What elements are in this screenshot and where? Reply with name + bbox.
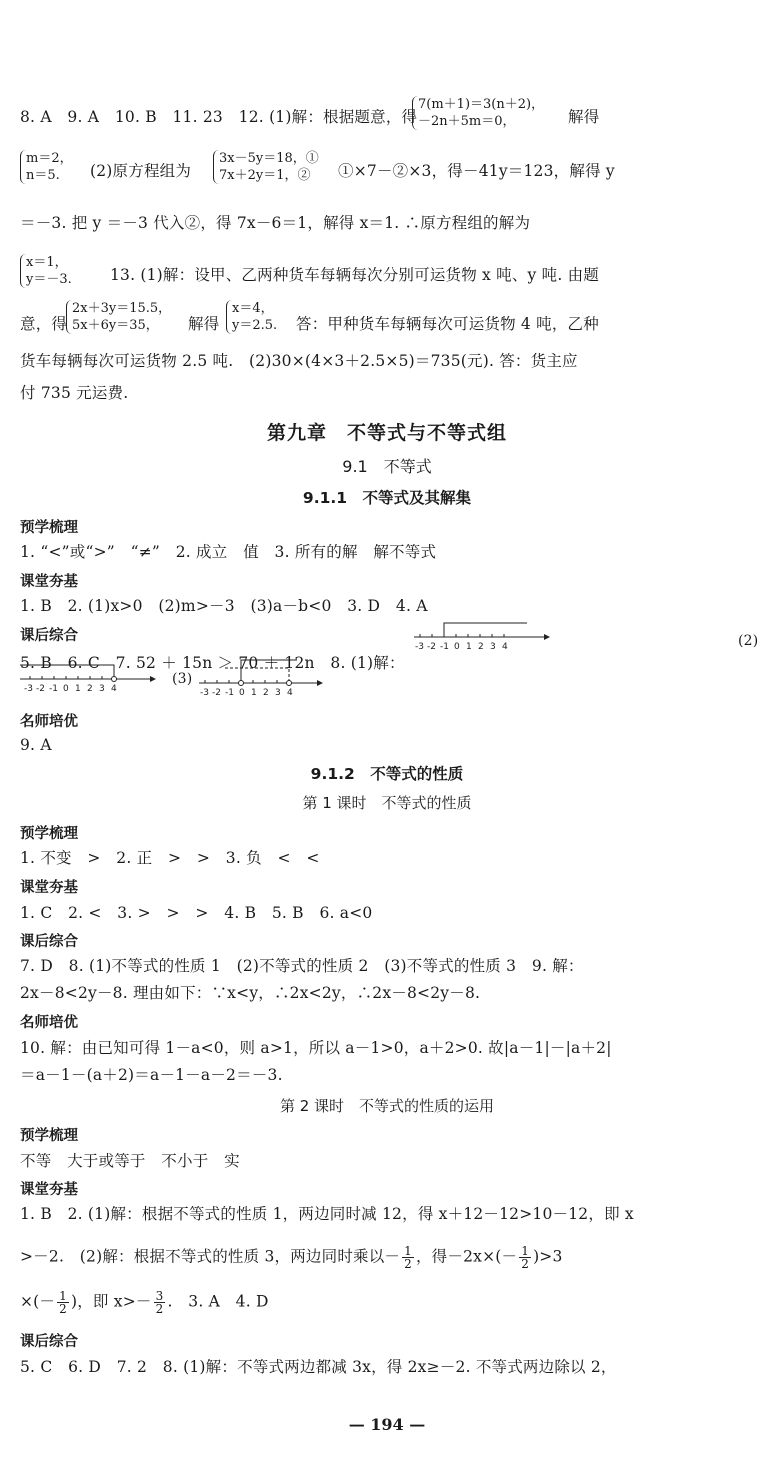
fraction-numerator: 1: [521, 1244, 530, 1258]
tick-label: 2: [263, 688, 269, 698]
number-line-2: [18, 660, 158, 694]
fraction-denominator: 2: [155, 1302, 164, 1316]
tick-label: 3: [490, 642, 496, 652]
equation: 7x＋2y＝1，②: [219, 168, 311, 183]
answer-text: 1. 不变 > 2. 正 > > 3. 负 < <: [20, 849, 320, 867]
tick-label: 0: [239, 688, 245, 698]
answer-text: >－2. (2)解：根据不等式的性质 3，两边同时乘以－: [20, 1247, 401, 1266]
answer-text: 5. B 6. C 7. 52 ＋ 15n ＞ 70 ＋ 12n 8. (1)解：: [20, 654, 405, 672]
equation-system: [213, 150, 319, 184]
equation: m＝2，: [26, 151, 73, 166]
answer-text: 5. C 6. D 7. 2 8. (1)解：不等式两边都减 3x，得 2x≥－2. 不等式两边除以 2，: [20, 1358, 617, 1376]
answer-text: )>3: [533, 1247, 563, 1266]
tick-labels: [200, 688, 293, 698]
fraction: [402, 1245, 414, 1270]
tick-label: -2: [36, 684, 45, 694]
tick-label: 4: [111, 684, 117, 694]
answer-text: 意，得: [20, 315, 68, 333]
equation: x＝4，: [232, 301, 274, 316]
heading-preview: 预学梳理: [20, 520, 78, 536]
number-line-3: [197, 654, 327, 698]
tick-label: 0: [63, 684, 69, 694]
answer-text: 10. 解：由已知可得 1－a<0，则 a>1，所以 a－1>0，a＋2>0. 故|a－1|－|a＋2|: [20, 1039, 612, 1057]
heading-master: 名师培优: [20, 1015, 78, 1031]
fraction-numerator: 1: [404, 1244, 412, 1258]
tick-label: -3: [415, 642, 424, 652]
tick-label: 3: [99, 684, 105, 694]
heading-preview: 预学梳理: [20, 1128, 78, 1144]
answer-line-fraction: [20, 1245, 563, 1270]
equation-system: [66, 300, 171, 334]
answer-text: (2): [738, 633, 759, 649]
tick-label: -3: [200, 688, 209, 698]
equation: 7(m＋1)＝3(n＋2)，: [418, 97, 545, 112]
open-endpoint: [239, 681, 244, 686]
equation-system: [20, 254, 72, 288]
heading-preview: 预学梳理: [20, 826, 78, 842]
heading-classwork: 课堂夯基: [20, 1182, 78, 1198]
heading-master: 名师培优: [20, 714, 78, 730]
answer-text: 解得: [568, 108, 600, 126]
tick-label: 3: [275, 688, 281, 698]
open-endpoint: [287, 681, 292, 686]
answer-text: 7. D 8. (1)不等式的性质 1 (2)不等式的性质 2 (3)不等式的性质 3 9. 解：: [20, 957, 584, 975]
answer-text: ＝a－1－(a＋2)＝a－1－a－2＝－3.: [20, 1066, 283, 1084]
answer-text: 13. (1)解：设甲、乙两种货车每辆每次分别可运货物 x 吨、y 吨. 由题: [110, 266, 599, 284]
fraction-denominator: 2: [404, 1257, 412, 1271]
tick-label: 4: [502, 642, 508, 652]
equation: 5x＋6y＝35，: [72, 318, 159, 333]
answer-line-3: ＝－3. 把 y ＝－3 代入②，得 7x－6＝1，解得 x＝1. ∴原方程组的解为: [20, 214, 531, 232]
answer-text: 解得: [188, 315, 220, 333]
heading-homework: 课后综合: [20, 1334, 78, 1350]
fraction-denominator: 2: [521, 1257, 530, 1271]
answer-text: ①×7－②×3，得－41y＝123，解得 y: [338, 162, 615, 180]
answer-text: 1. B 2. (1)x>0 (2)m>－3 (3)a－b<0 3. D 4. A: [20, 597, 428, 615]
answer-text: 答：甲种货车每辆每次可运货物 4 吨，乙种: [296, 315, 599, 333]
equation-system: [412, 96, 544, 130]
fraction-numerator: 1: [59, 1289, 67, 1303]
heading-classwork: 课堂夯基: [20, 574, 78, 590]
equation: －2n＋5m＝0，: [418, 114, 516, 129]
tick-label: 2: [478, 642, 484, 652]
heading-classwork: 课堂夯基: [20, 880, 78, 896]
equation: 3x－5y＝18，①: [219, 151, 319, 166]
fraction: [154, 1290, 166, 1315]
solution-ray: [225, 668, 289, 680]
tick-label: 0: [454, 642, 460, 652]
answer-text: 9. A: [20, 736, 52, 754]
tick-label: -3: [24, 684, 33, 694]
equation: y＝－3.: [26, 272, 72, 287]
tick-label: -1: [225, 688, 234, 698]
subsection-title: 9.1.2 不等式的性质: [310, 765, 464, 783]
answer-text: 不等 大于或等于 不小于 实: [20, 1152, 240, 1170]
tick-label: 1: [75, 684, 81, 694]
answer-text: 1. B 2. (1)解：根据不等式的性质 1，两边同时减 12，得 x＋12－12>10－12，即 x: [20, 1205, 634, 1223]
tick-labels: [24, 684, 117, 694]
equation: n＝5.: [26, 168, 60, 183]
heading-homework: 课后综合: [20, 628, 78, 644]
tick-label: -1: [49, 684, 58, 694]
answer-text: 1. C 2. < 3. > > > 4. B 5. B 6. a<0: [20, 904, 373, 922]
equation: 2x＋3y＝15.5，: [72, 301, 172, 316]
page-number: — 194 —: [348, 1415, 426, 1434]
answer-line-1: [20, 106, 417, 128]
fraction-numerator: 3: [155, 1289, 164, 1303]
tick-label: 1: [251, 688, 257, 698]
tick-label: 1: [466, 642, 472, 652]
lesson-title: 第 1 课时 不等式的性质: [302, 794, 472, 812]
lesson-title: 第 2 课时 不等式的性质的运用: [279, 1097, 495, 1115]
tick-label: -1: [440, 642, 449, 652]
heading-homework: 课后综合: [20, 934, 78, 950]
section-title: 9.1 不等式: [342, 457, 432, 476]
answer-text: ，得－2x×(－: [415, 1247, 518, 1266]
chapter-title: 第九章 不等式与不等式组: [266, 422, 507, 444]
equation: y＝2.5.: [232, 318, 278, 333]
tick-label: 2: [87, 684, 93, 694]
fraction: [57, 1290, 69, 1315]
answer-text: (2)原方程组为: [90, 162, 192, 180]
answer-text: )，即 x>－: [70, 1292, 152, 1311]
answer-text: ×(－: [20, 1292, 56, 1311]
solution-ray: [20, 665, 114, 676]
answer-text: 1. “<”或“>” “≠” 2. 成立 值 3. 所有的解 解不等式: [20, 543, 437, 561]
answer-text: 2x－8<2y－8. 理由如下：∵x<y，∴2x<2y，∴2x－8<2y－8.: [20, 984, 481, 1002]
answer-text: 货车每辆每次可运货物 2.5 吨. (2)30×(4×3＋2.5×5)＝735(元). 答：货主应: [20, 352, 578, 370]
equation-system: [226, 300, 277, 334]
tick-label: 4: [287, 688, 293, 698]
tick-label: -2: [212, 688, 221, 698]
answer-text: 8. A 9. A 10. B 11. 23 12. (1)解：根据题意，得: [20, 108, 418, 126]
answer-text: (3): [172, 671, 193, 687]
fraction: [519, 1245, 531, 1270]
tick-label: -2: [427, 642, 436, 652]
equation-system: [20, 150, 73, 184]
fraction-denominator: 2: [59, 1302, 67, 1316]
answer-text: 付 735 元运费.: [20, 384, 129, 402]
open-endpoint: [112, 677, 117, 682]
number-line-1: [412, 618, 552, 652]
equation: x＝1，: [26, 255, 68, 270]
tick-labels: [415, 642, 508, 652]
answer-line-fraction: [20, 1290, 269, 1315]
subsection-title: 9.1.1 不等式及其解集: [302, 489, 472, 507]
answer-text: . 3. A 4. D: [167, 1292, 269, 1311]
